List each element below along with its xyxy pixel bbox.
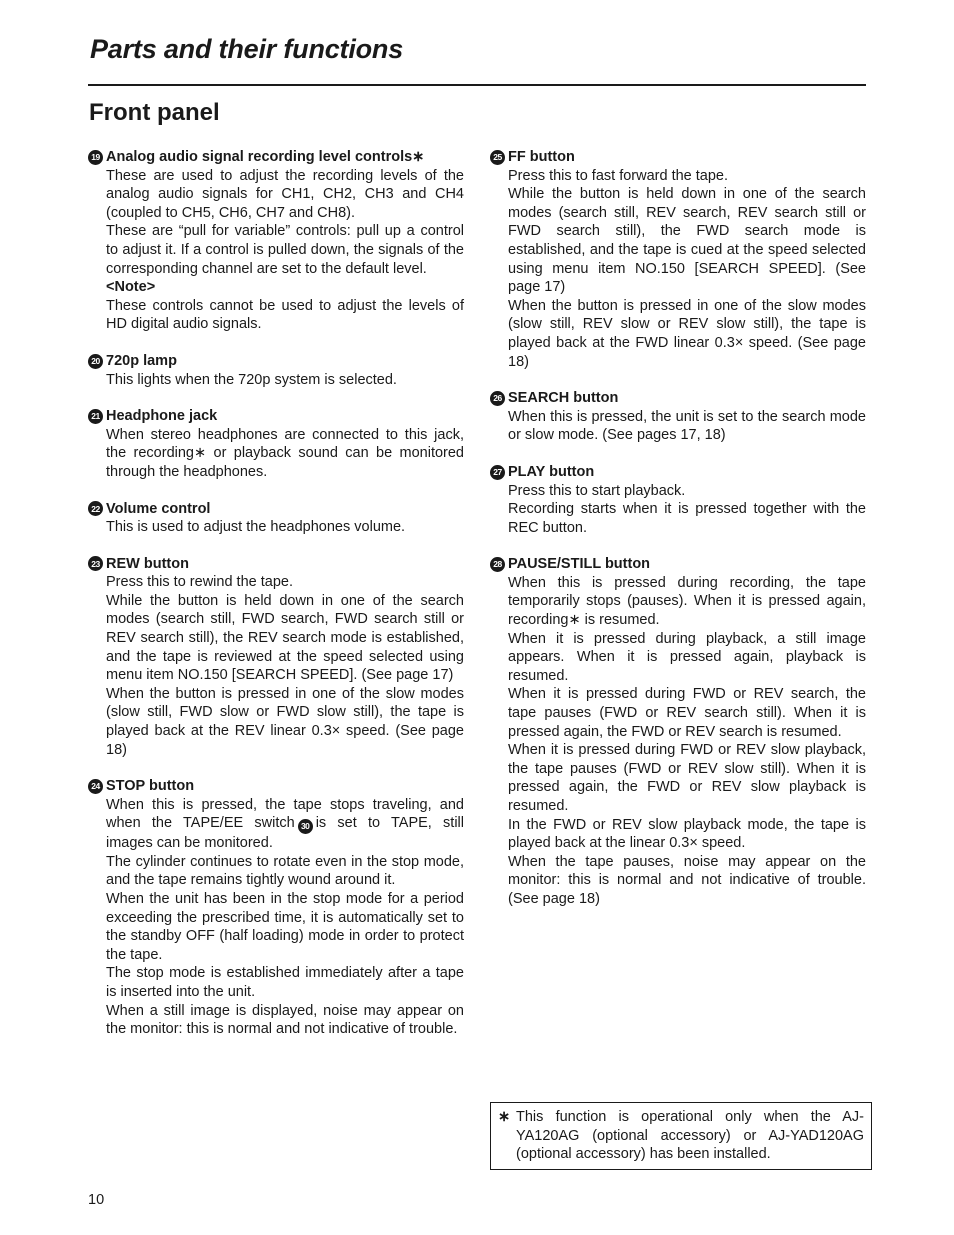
item-19 (88, 148, 464, 334)
item-number-badge: 25 (490, 150, 505, 165)
paragraph: When it is pressed during FWD or REV search, the tape pauses (FWD or REV search still). When it is pressed again, the FWD or REV search is resumed. (508, 686, 866, 740)
item-23 (88, 555, 464, 760)
item-number-badge: 19 (88, 150, 103, 165)
item-title: PLAY button (508, 463, 595, 480)
item-number-badge: 23 (88, 556, 103, 571)
paragraph: This lights when the 720p system is selected. (106, 371, 397, 388)
paragraph: The stop mode is established immediately after a tape is inserted into the unit. (106, 965, 464, 1000)
paragraph: When it is pressed during playback, a still image appears. When it is pressed again, playback is resumed. (508, 630, 866, 684)
page-number: 10 (88, 1192, 105, 1208)
item-title: 720p lamp (106, 352, 177, 369)
paragraph: When a still image is displayed, noise may appear on the monitor: this is normal and not indicative of trouble. (106, 1002, 464, 1038)
item-title: PAUSE/STILL button (508, 556, 651, 573)
item-title: Headphone jack (106, 408, 218, 425)
item-28 (490, 555, 866, 908)
paragraph: When this is pressed during recording, the tape temporarily stops (pauses). When it is pressed again, recording∗ is resumed. (508, 574, 866, 629)
paragraph: These are used to adjust the recording levels of the analog audio signals for CH1, CH2, CH3 and CH4 (coupled to CH5, CH6, CH7 and CH8). (106, 167, 464, 221)
paragraph: Press this to fast forward the tape. (508, 167, 729, 184)
paragraph: When stereo headphones are connected to this jack, the recording∗ or playback sound can be monitored through the headphones. (106, 426, 464, 480)
paragraph: When the button is pressed in one of the slow modes (slow still, REV slow or REV slow still), the tape is played back at the FWD linear 0.3× speed. (See page 18) (508, 297, 866, 370)
item-25 (490, 148, 866, 371)
footnote-box (490, 1102, 872, 1170)
item-26 (490, 389, 866, 445)
item-20 (88, 352, 464, 389)
paragraph: These controls cannot be used to adjust the levels of HD digital audio signals. (106, 297, 464, 333)
chapter-title: Parts and their functions (90, 34, 404, 64)
item-number-badge: 26 (490, 391, 505, 406)
note-label: <Note> (106, 279, 156, 296)
item-number-badge: 20 (88, 354, 103, 369)
item-number-badge: 21 (88, 409, 103, 424)
item-number-badge: 28 (490, 557, 505, 572)
paragraph-text: is set to TAPE, still images can be monitored. (106, 815, 464, 852)
paragraph: Press this to rewind the tape. (106, 574, 293, 591)
item-title: SEARCH button (508, 390, 619, 407)
paragraph: When this is pressed, the unit is set to the search mode or slow mode. (See pages 17, 18) (508, 408, 866, 444)
paragraph-text: When this is pressed, the tape stops traveling, and when the TAPE/EE switch (106, 796, 464, 832)
item-title: STOP button (106, 778, 195, 795)
item-number-badge: 24 (88, 779, 103, 794)
item-27 (490, 463, 866, 537)
paragraph (106, 796, 464, 853)
item-title: Volume control (106, 500, 211, 517)
right-column (490, 148, 866, 927)
item-title: FF button (508, 149, 575, 165)
item-title: REW button (106, 555, 189, 572)
left-column (88, 148, 464, 1057)
item-number-badge: 22 (88, 501, 103, 516)
paragraph: In the FWD or REV slow playback mode, the tape is played back at the linear 0.3× speed. (508, 816, 866, 852)
paragraph: When the unit has been in the stop mode for a period exceeding the prescribed time, it is automatically set to the standby OFF (half loading) mode in order to protect the tape. (106, 890, 464, 963)
paragraph: While the button is held down in one of the search modes (search still, REV search, REV search still or FWD search still), the FWD search mode is established, and the tape is cued at the speed selected using menu item NO.150 [SEARCH SPEED]. (See page 17) (508, 186, 866, 296)
paragraph: While the button is held down in one of the search modes (search still, FWD search, FWD search still or REV search still), the REV search mode is established, and the tape is reviewed at the speed selected using menu item NO.150 [SEARCH SPEED]. (See page 17) (106, 592, 464, 684)
paragraph: When it is pressed during FWD or REV slow playback, the tape pauses (FWD or REV slow still). When it is pressed again, the FWD or REV slow playback is resumed. (508, 742, 866, 814)
paragraph: This is used to adjust the headphones volume. (106, 519, 406, 536)
item-22 (88, 500, 464, 537)
item-number-badge: 27 (490, 465, 505, 480)
footnote-text: This function is operational only when the AJ-YA120AG (optional accessory) or AJ-YAD120AG (optional accessory) has been installed. (516, 1109, 864, 1163)
paragraph: Recording starts when it is pressed together with the REC button. (508, 501, 866, 536)
paragraph: These are “pull for variable” controls: pull up a control to adjust it. If a control is pulled down, the signals of the corresponding channel are set to the default level. (106, 223, 464, 277)
asterisk-icon: ∗ (498, 1109, 511, 1125)
paragraph: When the button is pressed in one of the slow modes (slow still, FWD slow or FWD slow still), the tape is played back at the REV linear 0.3× speed. (See page 18) (106, 685, 464, 758)
paragraph: When the tape pauses, noise may appear on the monitor: this is normal and not indicative of trouble. (See page 18) (508, 853, 866, 907)
item-21 (88, 407, 464, 481)
header-rule (88, 84, 866, 86)
item-title: Analog audio signal recording level controls∗ (106, 149, 425, 165)
paragraph: Press this to start playback. (508, 482, 686, 499)
reference-number-badge: 30 (298, 819, 313, 834)
item-24 (88, 777, 464, 1039)
section-title: Front panel (89, 99, 220, 126)
paragraph: The cylinder continues to rotate even in the stop mode, and the tape remains tightly wound around it. (106, 853, 464, 889)
